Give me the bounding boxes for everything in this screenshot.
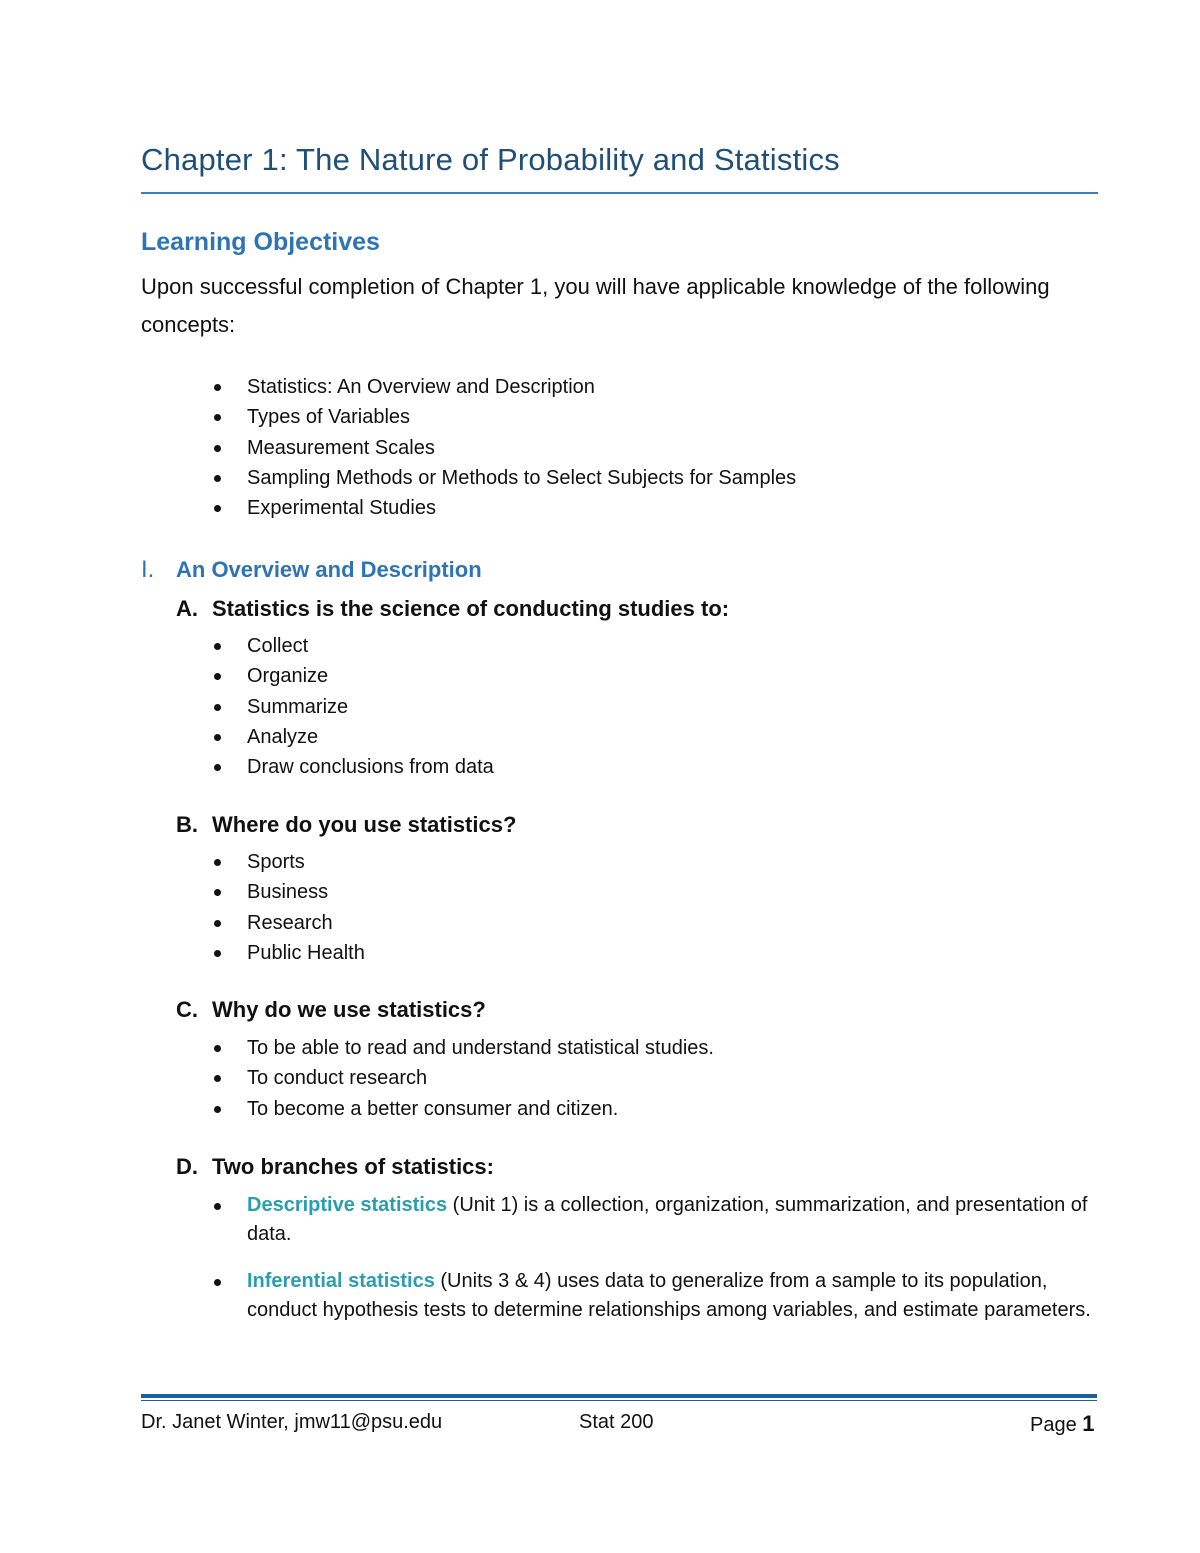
subsection-c-list bbox=[0, 1033, 714, 1124]
learning-objectives-heading: Learning Objectives bbox=[141, 228, 380, 256]
bullet-icon bbox=[214, 1279, 221, 1286]
subsection-b-list bbox=[0, 847, 365, 968]
footer-divider bbox=[141, 1394, 1097, 1398]
subsection-text: Statistics is the science of conducting studies to: bbox=[212, 596, 730, 621]
list-item: Sports bbox=[0, 847, 365, 877]
list-item: Analyze bbox=[0, 722, 494, 752]
page-title: Chapter 1: The Nature of Probability and Statistics bbox=[141, 142, 840, 177]
list-item: Summarize bbox=[0, 692, 494, 722]
list-item: Business bbox=[0, 877, 365, 907]
footer-author: Dr. Janet Winter, jmw11@psu.edu bbox=[141, 1411, 443, 1433]
learning-objectives-list bbox=[0, 372, 796, 523]
footer-course: Stat 200 bbox=[579, 1411, 654, 1433]
list-item: Types of Variables bbox=[0, 402, 796, 432]
list-item: Experimental Studies bbox=[0, 493, 796, 523]
subsection-d-heading bbox=[176, 1154, 494, 1180]
page-label: Page bbox=[1030, 1414, 1077, 1436]
list-item: Draw conclusions from data bbox=[0, 752, 494, 782]
subsection-b-heading bbox=[176, 812, 516, 838]
list-item: Sampling Methods or Methods to Select Subjects for Samples bbox=[0, 463, 796, 493]
inferential-statistics-term: Inferential statistics bbox=[247, 1270, 435, 1292]
footer-page bbox=[1030, 1411, 1095, 1437]
subsection-a-list bbox=[0, 631, 494, 782]
list-item: Collect bbox=[0, 631, 494, 661]
list-item: Research bbox=[0, 908, 365, 938]
descriptive-statistics-definition: (Unit 1) is a collection, organization, summarization, and presentation of data. bbox=[247, 1194, 1088, 1245]
subsection-a-heading bbox=[176, 596, 729, 622]
subsection-text: Why do we use statistics? bbox=[212, 997, 486, 1022]
subsection-c-heading bbox=[176, 997, 486, 1023]
inferential-statistics-item bbox=[247, 1267, 1097, 1325]
subsection-letter: C. bbox=[176, 997, 198, 1022]
subsection-text: Two branches of statistics: bbox=[212, 1154, 494, 1179]
page-number: 1 bbox=[1082, 1411, 1095, 1436]
list-item: Organize bbox=[0, 661, 494, 691]
bullet-icon bbox=[214, 1203, 221, 1210]
inferential-statistics-definition: (Units 3 & 4) uses data to generalize from a sample to its population, conduct hypothesis tests to determine relationships among variables, and estimate parameters. bbox=[247, 1270, 1091, 1321]
list-item: To be able to read and understand statistical studies. bbox=[0, 1033, 714, 1063]
descriptive-statistics-item bbox=[247, 1191, 1097, 1249]
subsection-letter: D. bbox=[176, 1154, 198, 1179]
subsection-text: Where do you use statistics? bbox=[212, 812, 517, 837]
learning-objectives-intro: Upon successful completion of Chapter 1, you will have applicable knowledge of the following concepts: bbox=[141, 274, 1050, 337]
subsection-letter: B. bbox=[176, 812, 198, 837]
footer-divider-thin bbox=[141, 1400, 1097, 1401]
section-title: An Overview and Description bbox=[176, 557, 482, 582]
list-item: Statistics: An Overview and Description bbox=[0, 372, 796, 402]
section-number: I. bbox=[141, 556, 155, 583]
list-item: To become a better consumer and citizen. bbox=[0, 1094, 714, 1124]
list-item: To conduct research bbox=[0, 1063, 714, 1093]
list-item: Measurement Scales bbox=[0, 433, 796, 463]
subsection-letter: A. bbox=[176, 596, 198, 621]
descriptive-statistics-term: Descriptive statistics bbox=[247, 1194, 448, 1216]
title-divider bbox=[141, 192, 1098, 194]
list-item: Public Health bbox=[0, 938, 365, 968]
